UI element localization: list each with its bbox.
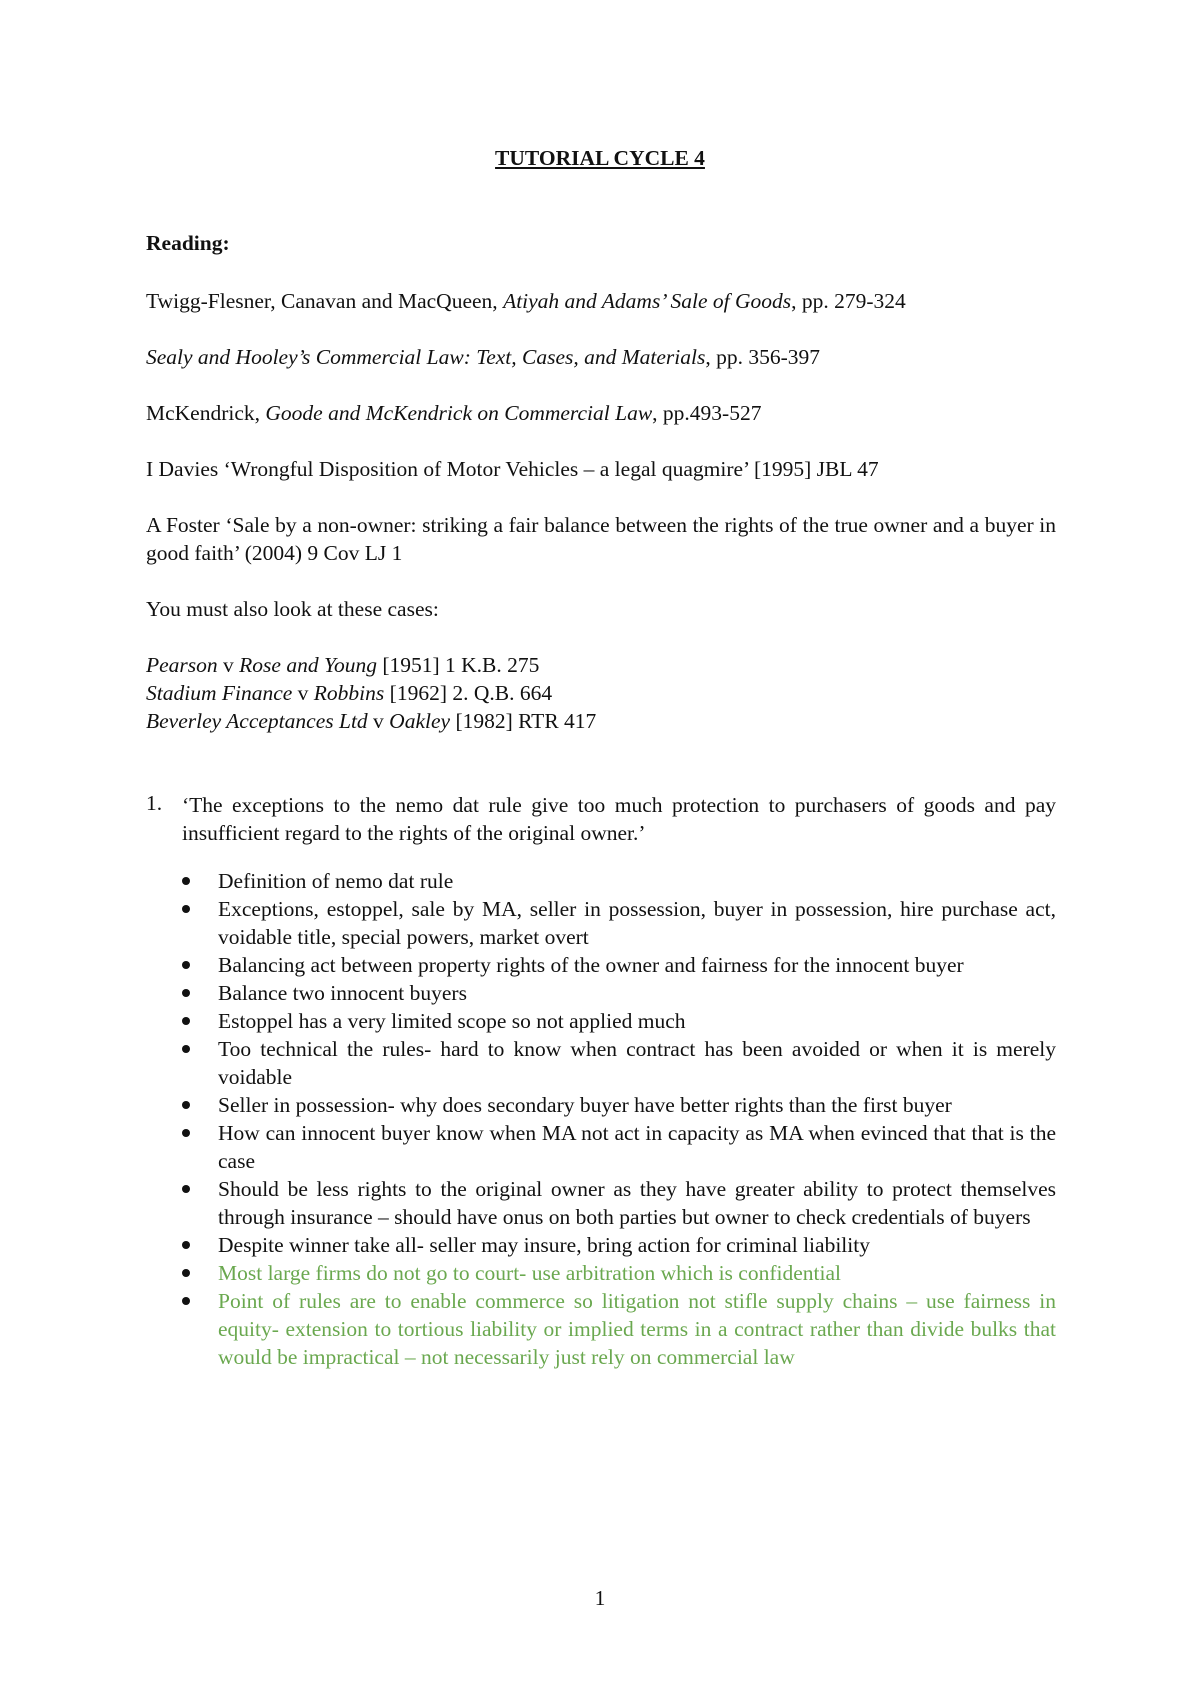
case-item — [146, 707, 1056, 735]
question-number: 1. — [146, 791, 163, 815]
bullet-icon — [182, 1241, 190, 1249]
bullet-text: Balancing act between property rights of the owner and fairness for the innocent buyer — [218, 953, 964, 977]
bullet-icon — [182, 1269, 190, 1277]
reading-text: I Davies ‘Wrongful Disposition of Motor Vehicles – a legal quagmire’ [1995] JBL 47 — [146, 457, 879, 481]
bullet-item — [218, 1007, 1056, 1035]
bullet-item — [218, 867, 1056, 895]
bullet-icon — [182, 1101, 190, 1109]
bullet-text: Despite winner take all- seller may insure, bring action for criminal liability — [218, 1233, 870, 1257]
reading-pages: , pp.493-527 — [652, 401, 762, 425]
bullet-item — [218, 895, 1056, 951]
case-v: v — [292, 681, 314, 705]
bullet-text: Most large firms do not go to court- use arbitration which is confidential — [218, 1261, 841, 1285]
question-text: ‘The exceptions to the nemo dat rule give too much protection to purchasers of goods and pay insufficient regard to the rights of the original owner.’ — [182, 793, 1056, 845]
bullet-icon — [182, 961, 190, 969]
bullet-item — [218, 979, 1056, 1007]
bullet-text: Should be less rights to the original owner as they have greater ability to protect themselves through insurance – should have onus on both parties but owner to check credentials of buyers — [218, 1177, 1056, 1229]
case-party-a: Stadium Finance — [146, 681, 293, 705]
bullet-item — [218, 1035, 1056, 1091]
case-v: v — [217, 653, 240, 677]
answer-bullet-list — [218, 867, 1056, 1371]
case-citation: [1982] RTR 417 — [450, 709, 597, 733]
case-party-a: Pearson — [146, 653, 218, 677]
case-item — [146, 651, 1056, 679]
bullet-text: Point of rules are to enable commerce so litigation not stifle supply chains – use fairness in equity- extension to tortious liability or implied terms in a contract rather than divide bulks that would be impractical – not necessarily just rely on commercial law — [218, 1289, 1056, 1369]
bullet-item — [218, 1259, 1056, 1287]
reading-pages: , pp. 356-397 — [705, 345, 821, 369]
bullet-item — [218, 1231, 1056, 1259]
bullet-text: Balance two innocent buyers — [218, 981, 467, 1005]
bullet-item — [218, 1287, 1056, 1371]
cases-intro: You must also look at these cases: — [146, 597, 439, 621]
bullet-icon — [182, 905, 190, 913]
bullet-item — [218, 951, 1056, 979]
bullet-text: Estoppel has a very limited scope so not applied much — [218, 1009, 686, 1033]
bullet-text: How can innocent buyer know when MA not act in capacity as MA when evinced that that is the case — [218, 1121, 1056, 1173]
bullet-icon — [182, 1129, 190, 1137]
case-citation: [1962] 2. Q.B. 664 — [384, 681, 553, 705]
bullet-text: Seller in possession- why does secondary buyer have better rights than the first buyer — [218, 1093, 952, 1117]
bullet-item — [218, 1119, 1056, 1175]
bullet-icon — [182, 1297, 190, 1305]
reading-text: McKendrick, — [146, 401, 266, 425]
case-party-b: Rose and Young — [239, 653, 377, 677]
bullet-text: Too technical the rules- hard to know when contract has been avoided or when it is merely voidable — [218, 1037, 1056, 1089]
page-number: 1 — [594, 1586, 606, 1610]
bullet-text: Exceptions, estoppel, sale by MA, seller in possession, buyer in possession, hire purchase act, voidable title, special powers, market overt — [218, 897, 1056, 949]
reading-title: Goode and McKendrick on Commercial Law — [265, 401, 653, 425]
reading-heading: Reading: — [146, 231, 230, 255]
reading-item — [146, 455, 1056, 483]
bullet-item — [218, 1091, 1056, 1119]
reading-item — [146, 399, 1056, 427]
reading-title: Sealy and Hooley’s Commercial Law: Text, Cases, and Materials — [146, 345, 706, 369]
bullet-icon — [182, 877, 190, 885]
reading-text: A Foster ‘Sale by a non-owner: striking a fair balance between the rights of the true owner and a buyer in good faith’ (2004) 9 Cov LJ 1 — [146, 513, 1056, 565]
case-party-b: Robbins — [313, 681, 385, 705]
reading-title: Atiyah and Adams’ Sale of Goods — [503, 289, 792, 313]
bullet-icon — [182, 1045, 190, 1053]
bullet-icon — [182, 1185, 190, 1193]
bullet-icon — [182, 1017, 190, 1025]
reading-text: Twigg-Flesner, Canavan and MacQueen, — [146, 289, 504, 313]
case-item — [146, 679, 1056, 707]
case-citation: [1951] 1 K.B. 275 — [376, 653, 540, 677]
bullet-icon — [182, 989, 190, 997]
case-v: v — [367, 709, 390, 733]
reading-pages: , pp. 279-324 — [791, 289, 906, 313]
reading-item — [146, 511, 1056, 567]
case-party-a: Beverley Acceptances Ltd — [146, 709, 368, 733]
bullet-text: Definition of nemo dat rule — [218, 869, 454, 893]
reading-item — [146, 287, 1056, 315]
page-title: TUTORIAL CYCLE 4 — [495, 146, 705, 170]
bullet-item — [218, 1175, 1056, 1231]
case-party-b: Oakley — [389, 709, 451, 733]
reading-item — [146, 343, 1056, 371]
